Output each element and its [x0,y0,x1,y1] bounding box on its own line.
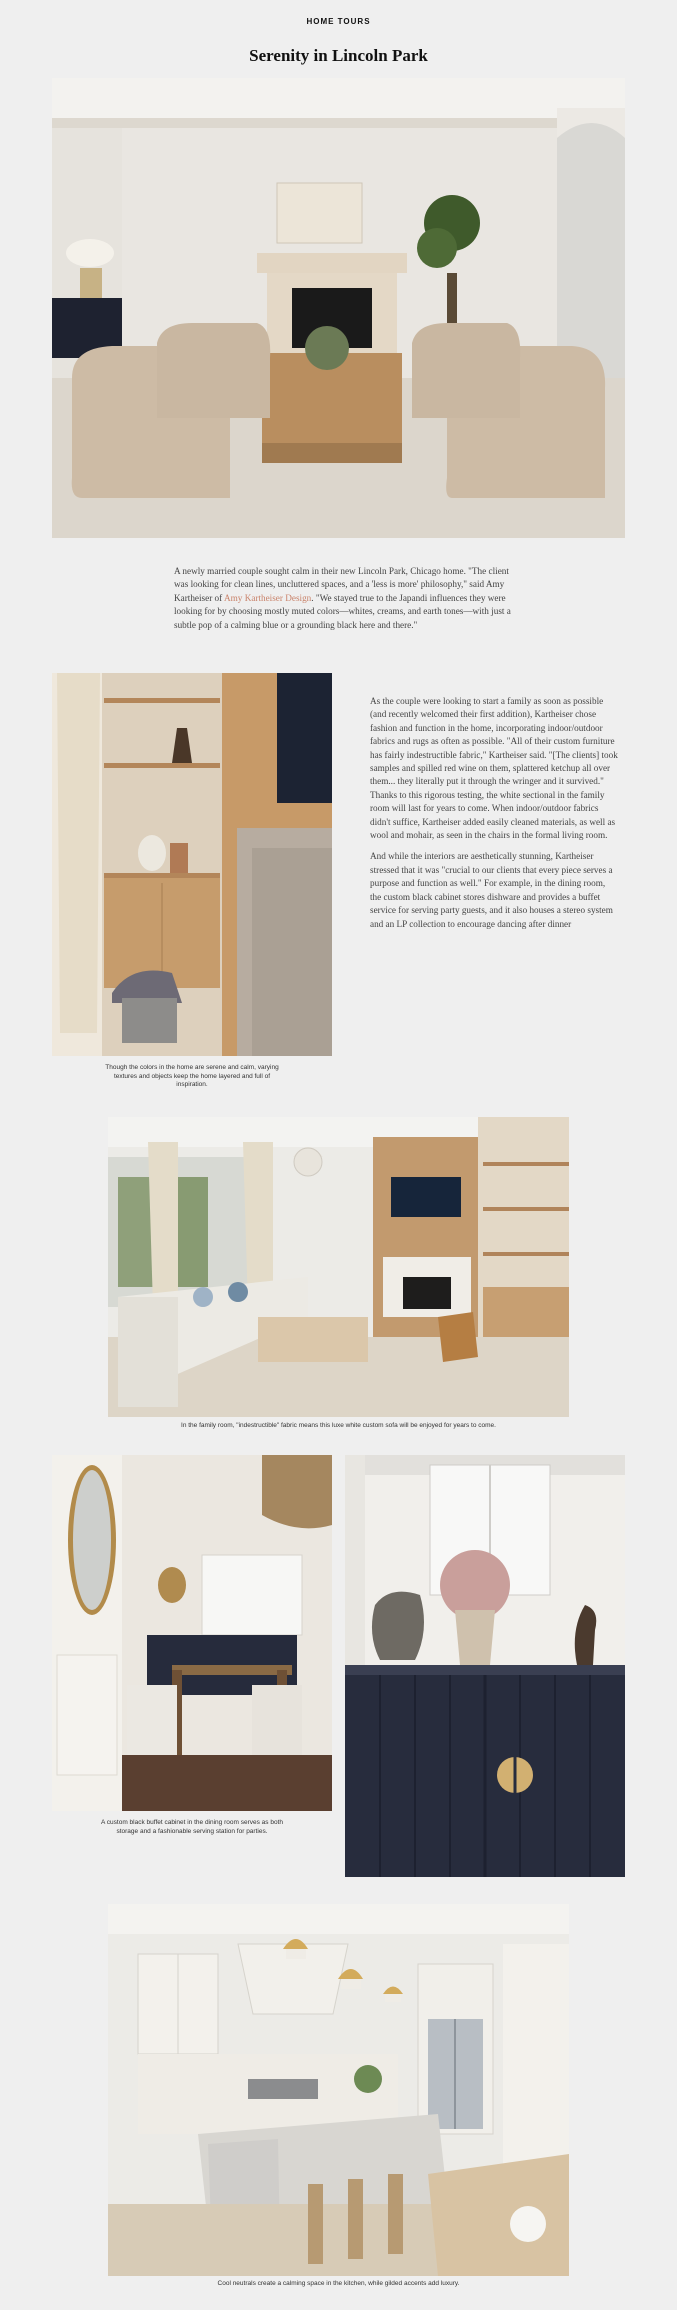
kitchen-photo [108,1904,569,2276]
page-title: Serenity in Lincoln Park [249,46,428,65]
paragraph-fabrics: As the couple were looking to start a family as soon as possible (and recently welcomed their first addition), Kartheiser chose fashion and function in the home, incorporating indoor/outdoor fabrics and rugs as often as possible. "All of their custom furniture has fairly indestructible fabric," Kartheiser said. "[The clients] took samples and spilled red wine on them, splattered ketchup all over them... they literally put it through the wringer and it survived." Thanks to this rigorous testing, the white sectional in the family room will last for years to come. When indoor/outdoor fabrics didn't suffice, Kartheiser added easily cleaned materials, as well as wool and mohair, as seen in the chairs in the formal living room. [370,696,618,841]
family-room-photo [108,1117,569,1417]
intro-text-start: A newly married couple sought calm in their new Lincoln Park, Chicago home. "The client was looking for clean lines, uncluttered spaces, and a 'less is more' philosophy," said Amy Kartheiser of [174,566,509,603]
dining-room-photo [52,1455,332,1811]
intro-text-end: . "We stayed true to the Japandi influences they were looking for by choosing mostly muted colors—whites, creams, and earth tones—with just a subtle pop of a calming blue or a grounding black here and there." [174,592,511,630]
intro-paragraph [174,565,514,640]
hero-living-room-photo [52,78,625,538]
designer-link[interactable]: Amy Kartheiser Design [224,592,312,603]
paragraph-function: And while the interiors are aesthetically stunning, Kartheiser stressed that it was "crucial to our clients that every piece serves a purpose and function as well." For example, in the dining room, the custom black cabinet stores dishware and provides a buffet service for serving party guests, and it also houses a stereo system and an LP collection to encourage dancing after dinner [370,851,613,929]
family-room-caption: In the family room, "indestructible" fabric means this luxe white custom sofa will be enjoyed for years to come. [181,1422,496,1429]
kicker: HOME TOURS [306,17,371,26]
kitchen-caption: Cool neutrals create a calming space in the kitchen, while gilded accents add luxury. [217,2280,460,2287]
side-column [370,695,618,939]
shelves-caption: Though the colors in the home are serene and calm, varying textures and objects keep the home layered and full of inspiration. [105,1064,279,1088]
dining-room-caption: A custom black buffet cabinet in the dining room serves as both storage and a fashionable serving station for parties. [101,1819,283,1835]
cabinet-detail-photo [345,1455,625,1877]
shelves-photo [52,673,332,1056]
